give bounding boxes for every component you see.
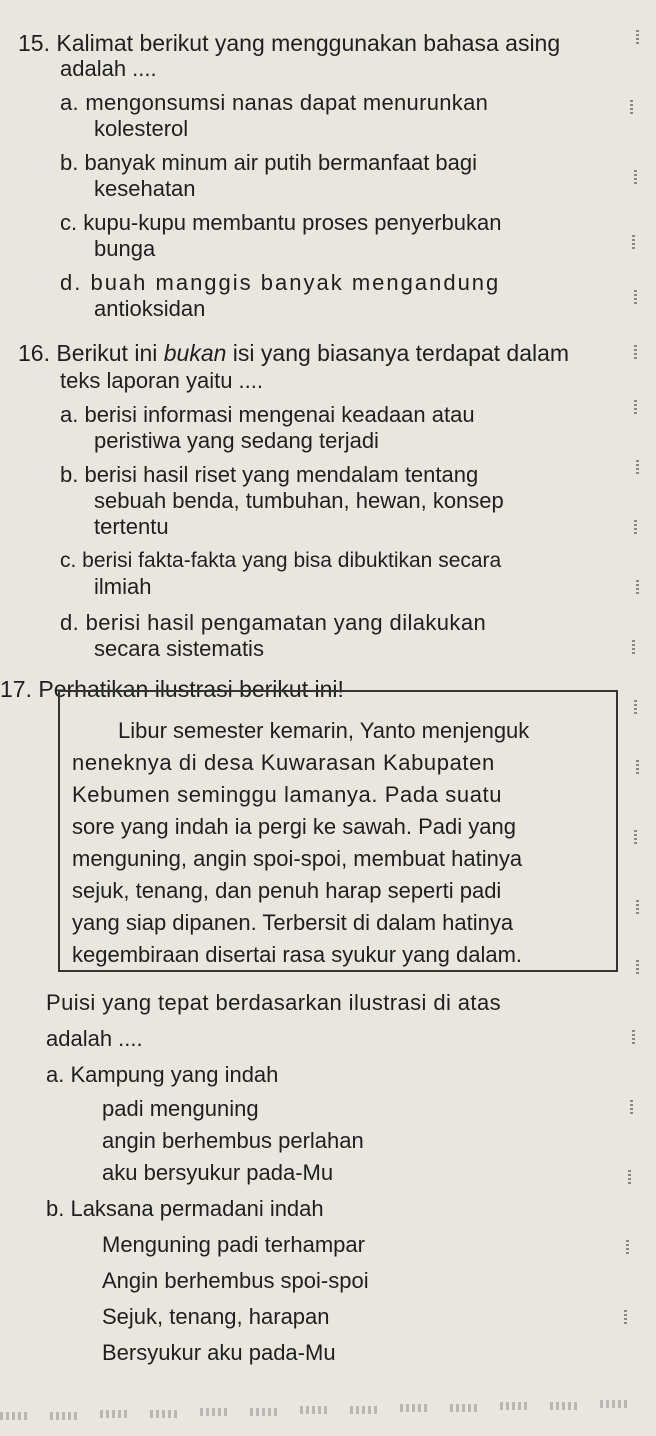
q17-option-b-line: Sejuk, tenang, harapan xyxy=(102,1304,330,1329)
q17-option-b-line: Angin berhembus spoi-spoi xyxy=(102,1268,369,1293)
q15-option-c-line2: bunga xyxy=(94,236,156,261)
q15-option-b-line1: b. banyak minum air putih bermanfaat bagi xyxy=(60,150,478,175)
binding-mark xyxy=(632,1030,635,1044)
q15-question-line2: adalah .... xyxy=(60,56,157,81)
q17-option-b-line: Bersyukur aku pada-Mu xyxy=(102,1340,336,1365)
illustration-line: Libur semester kemarin, Yanto menjenguk xyxy=(118,718,530,743)
binding-mark xyxy=(636,30,639,44)
binding-mark xyxy=(634,400,637,414)
q15-option-d-line1: d. buah manggis banyak mengandung xyxy=(60,270,501,295)
q16-question-line2: teks laporan yaitu .... xyxy=(60,368,263,393)
binding-mark xyxy=(628,1170,631,1184)
illustration-line: sejuk, tenang, dan penuh harap seperti padi xyxy=(72,878,502,903)
q16-option-b-line1: b. berisi hasil riset yang mendalam tentang xyxy=(60,462,479,487)
q15-option-a-line1: a. mengonsumsi nanas dapat menurunkan xyxy=(60,90,489,115)
binding-mark xyxy=(634,830,637,844)
q16-option-d-line1: d. berisi hasil pengamatan yang dilakukan xyxy=(60,610,487,635)
q15-question-line1: 15. Kalimat berikut yang menggunakan bahasa asing xyxy=(18,30,561,56)
q17-option-a-line: a. Kampung yang indah xyxy=(46,1062,279,1087)
binding-mark xyxy=(626,1240,629,1254)
q16-option-c-line2: ilmiah xyxy=(94,574,152,599)
binding-mark xyxy=(634,345,637,359)
binding-mark xyxy=(634,520,637,534)
q17-option-a-line: angin berhembus perlahan xyxy=(102,1128,364,1153)
illustration-line: neneknya di desa Kuwarasan Kabupaten xyxy=(72,750,495,775)
q16-option-a-line1: a. berisi informasi mengenai keadaan atau xyxy=(60,402,475,427)
q17-option-b-line: Menguning padi terhampar xyxy=(102,1232,365,1257)
bottom-dashed-border xyxy=(0,1398,656,1436)
binding-mark xyxy=(634,290,637,304)
binding-mark xyxy=(630,1100,633,1114)
q17-option-b-line: b. Laksana permadani indah xyxy=(46,1196,324,1221)
q16-option-b-line2: sebuah benda, tumbuhan, hewan, konsep xyxy=(94,488,504,513)
binding-mark xyxy=(634,700,637,714)
q16-option-a-line2: peristiwa yang sedang terjadi xyxy=(94,428,379,453)
q16-option-d-line2: secara sistematis xyxy=(94,636,264,661)
binding-mark xyxy=(632,640,635,654)
illustration-line: menguning, angin spoi-spoi, membuat hatinya xyxy=(72,846,523,871)
binding-mark xyxy=(636,900,639,914)
binding-mark xyxy=(630,100,633,114)
q16-question-line1: 16. Berikut ini bukan isi yang biasanya terdapat dalam xyxy=(18,340,570,366)
q15-option-b-line2: kesehatan xyxy=(94,176,196,201)
q15-option-a-line2: kolesterol xyxy=(94,116,189,141)
illustration-line: yang siap dipanen. Terbersit di dalam hatinya xyxy=(72,910,514,935)
binding-mark xyxy=(636,760,639,774)
q17-prompt-line1: Puisi yang tepat berdasarkan ilustrasi di atas xyxy=(46,990,501,1015)
binding-mark xyxy=(634,170,637,184)
q17-option-a-line: padi menguning xyxy=(102,1096,259,1121)
q15-option-c-line1: c. kupu-kupu membantu proses penyerbukan xyxy=(60,210,502,235)
binding-mark xyxy=(632,235,635,249)
q16-option-c-line1: c. berisi fakta-fakta yang bisa dibuktikan secara xyxy=(60,549,502,572)
q17-prompt-line2: adalah .... xyxy=(46,1026,143,1051)
illustration-line: kegembiraan disertai rasa syukur yang dalam. xyxy=(72,942,523,967)
illustration-line: Kebumen seminggu lamanya. Pada suatu xyxy=(72,782,503,807)
binding-mark xyxy=(636,460,639,474)
binding-mark xyxy=(624,1310,627,1324)
q17-option-a-line: aku bersyukur pada-Mu xyxy=(102,1160,334,1185)
binding-mark xyxy=(636,580,639,594)
q15-option-d-line2: antioksidan xyxy=(94,296,206,321)
q17-question: 17. Perhatikan ilustrasi berikut ini! xyxy=(0,676,344,702)
binding-mark xyxy=(636,960,639,974)
illustration-line: sore yang indah ia pergi ke sawah. Padi yang xyxy=(72,814,516,839)
q16-option-b-line3: tertentu xyxy=(94,514,169,539)
